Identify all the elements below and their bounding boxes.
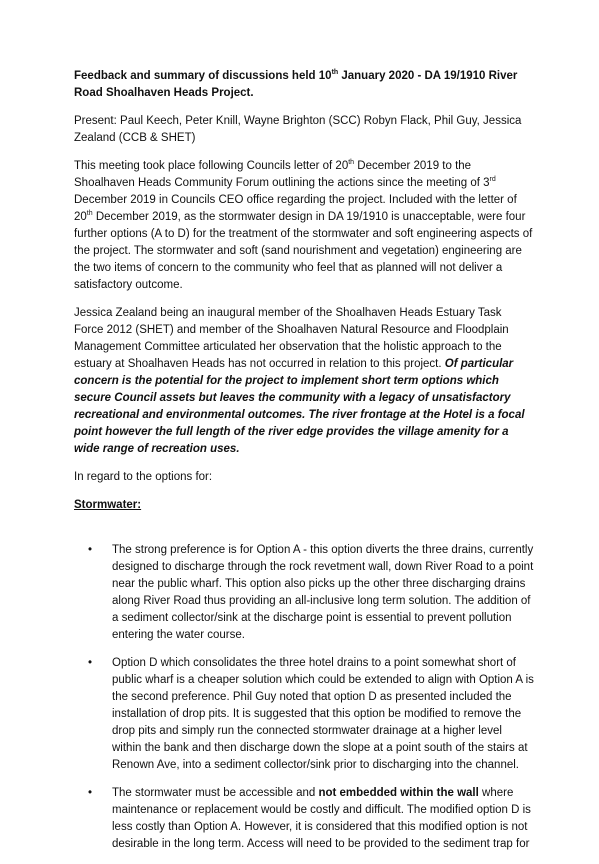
bullet-bold-text: not embedded within the wall: [318, 787, 479, 799]
intro-text-2: December 2019 to the Shoalhaven Heads Community Forum outlining the actions since the meeting of 3: [74, 160, 490, 189]
concern-paragraph: [74, 305, 534, 458]
intro-paragraph: [74, 158, 534, 294]
bullet-text: Option D which consolidates the three hotel drains to a point somewhat short of public wharf is a cheaper solution which could be extended to align with Option A is the second preference. Phil Guy noted that option D as presented included the installation of drop pits. It is suggested that this option be modified to remove the drop pits and simply run the connected stormwater drainage at a higher level within the bank and then discharge down the slope at a point south of the stairs at Renown Ave, into a sediment collector/sink prior to discharging into the channel.: [112, 657, 534, 771]
present-attendees: Present: Paul Keech, Peter Knill, Wayne Brighton (SCC) Robyn Flack, Phil Guy, Jessica Zealand (CCB & SHET): [74, 115, 522, 144]
intro-text-4: December 2019, as the stormwater design in DA 19/1910 is unacceptable, were four further options (A to D) for the treatment of the stormwater and soft engineering aspects of the project. The stormwater and soft (sand nourishment and vegetation) engineering are the two items of concern to the community who feel that as planned will not deliver a satisfactory outcome.: [74, 211, 533, 291]
intro-text-1: This meeting took place following Councils letter of 20: [74, 160, 349, 172]
title-text-1: Feedback and summary of discussions held 10: [74, 70, 332, 82]
bullet-text-continued: where maintenance or replacement would be costly and difficult. The modified option D is less costly than Option A. However, it is considered that this modified option is not desirable in the long term. Access will need to be provided to the sediment trap for: [112, 787, 531, 850]
intro-sup-2: rd: [489, 176, 496, 184]
stormwater-heading: Stormwater:: [74, 499, 142, 511]
intro-sup-3: th: [86, 210, 93, 218]
intro-text-3: December 2019 in Councils CEO office regarding the project. Included with the letter of 20: [74, 194, 517, 223]
bullet-icon: •: [88, 787, 93, 799]
stormwater-bullet-list: [74, 542, 534, 853]
options-intro: In regard to the options for:: [74, 471, 213, 483]
document-title: [74, 68, 534, 102]
list-item: [74, 785, 534, 853]
bullet-icon: •: [88, 657, 93, 669]
intro-sup-1: th: [348, 159, 355, 167]
title-superscript: th: [331, 69, 339, 77]
bullet-icon: •: [88, 544, 93, 556]
document-page: [74, 68, 534, 864]
concern-text: Jessica Zealand being an inaugural member of the Shoalhaven Heads Estuary Task Force 2012 (SHET) and member of the Shoalhaven Natural Resource and Floodplain Management Committee articulated her observation that the holistic approach to the estuary at Shoalhaven Heads has not occurred in relation to this project.: [74, 307, 509, 370]
bullet-text: The strong preference is for Option A - this option diverts the three drains, currently designed to discharge through the rock revetment wall, down River Road to a point near the public wharf. This option also picks up the other three discharging drains along River Road thus providing an all-inclusive long term solution. The addition of a sediment collector/sink at the discharge point is essential to prevent pollution entering the water course.: [112, 544, 534, 641]
list-item: [74, 655, 534, 774]
concern-emphasis: Of particular concern is the potential for the project to implement short term options which secure Council assets but leaves the community with a legacy of unsatisfactory recreational and environmental outcomes. The river frontage at the Hotel is a focal point however the full length of the river edge provides the village amenity for a wide range of recreation uses.: [74, 358, 525, 455]
title-text-2: January 2020 - DA 19/1910 River Road Shoalhaven Heads Project.: [74, 70, 518, 99]
bullet-text: The stormwater must be accessible and: [112, 787, 319, 799]
list-item: [74, 542, 534, 644]
